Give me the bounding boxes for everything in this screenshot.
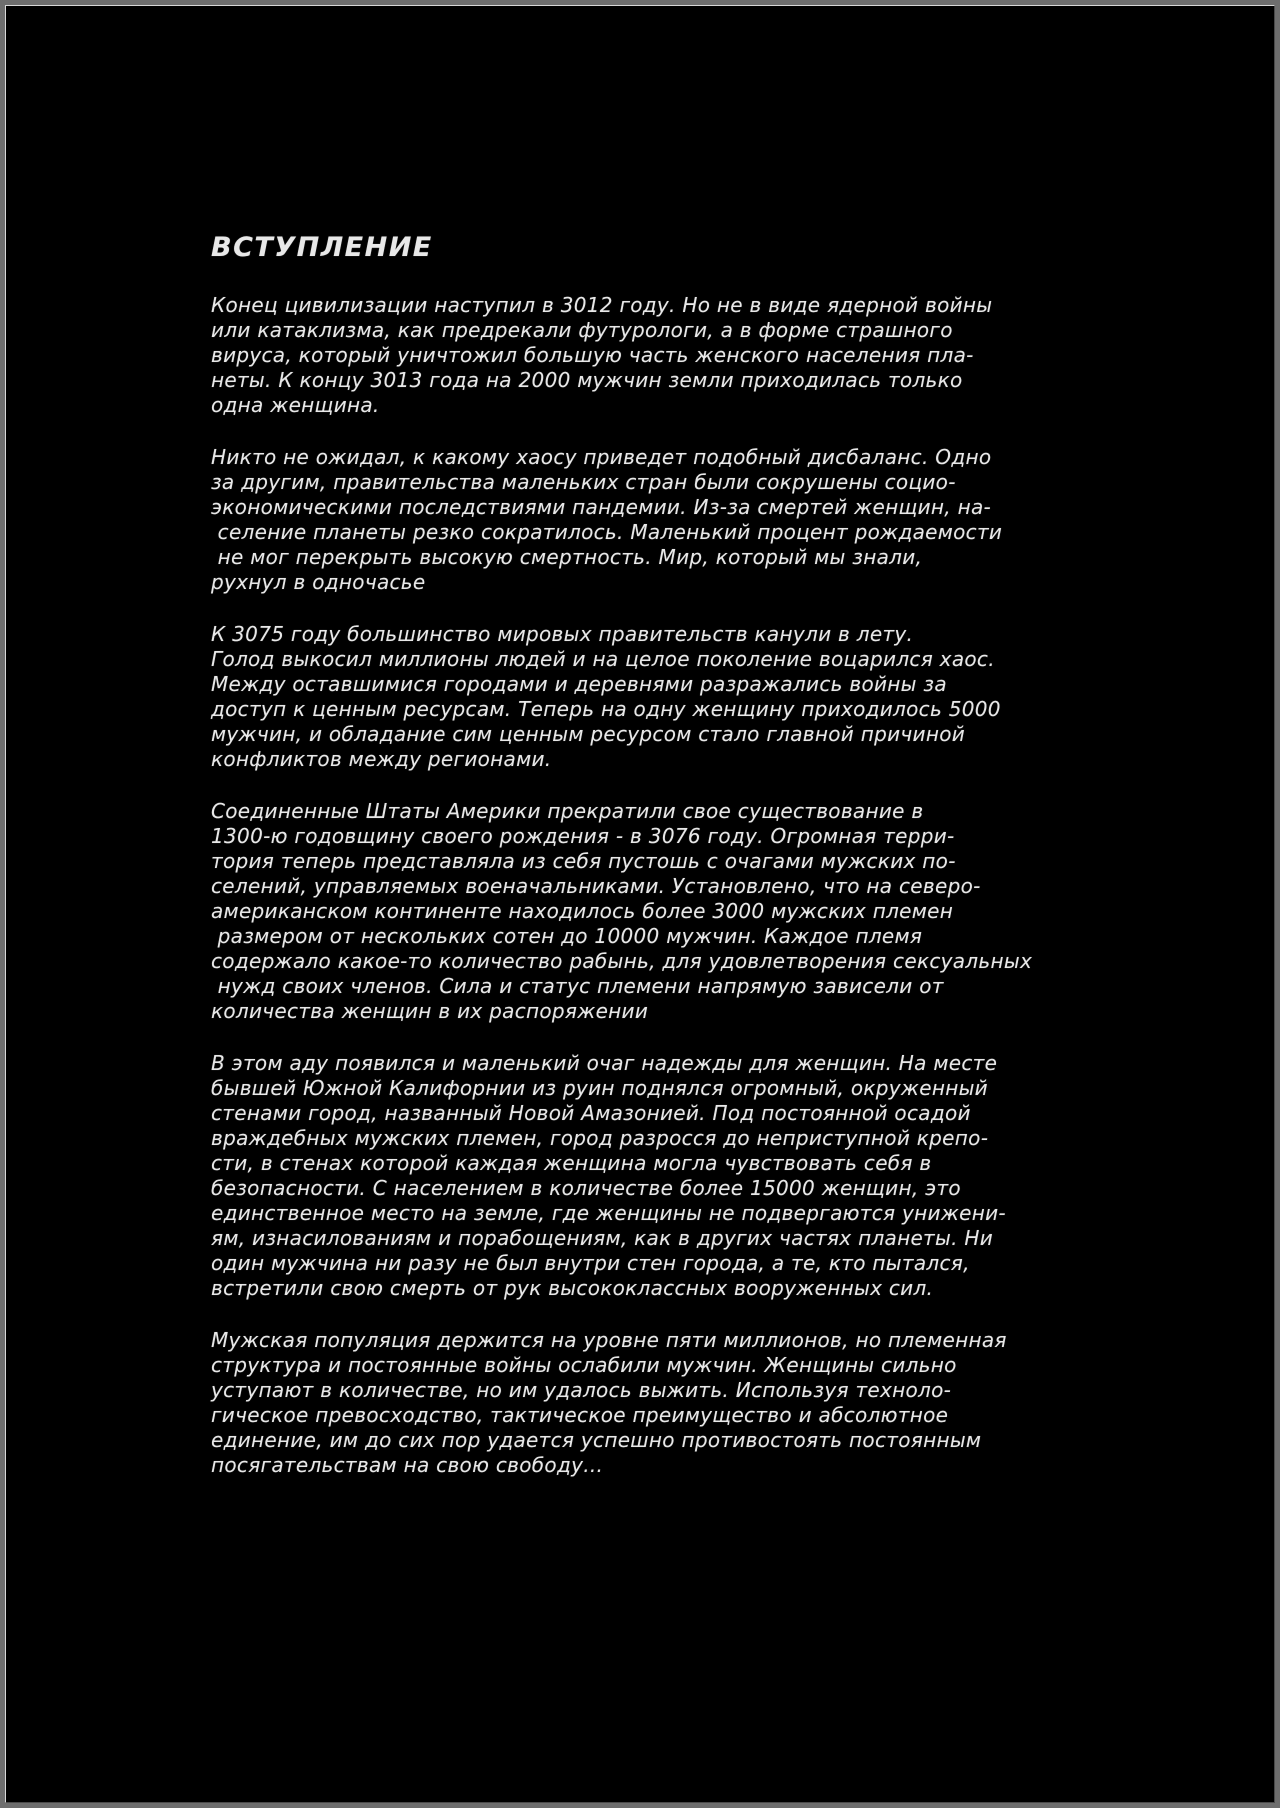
text-line: безопасности. С населением в количестве более 15000 женщин, это [211,1176,961,1200]
text-line: враждебных мужских племен, город разросся до неприступной крепо- [211,1126,989,1150]
text-line: конфликтов между регионами. [211,747,552,771]
text-line: Никто не ожидал, к какому хаосу приведет подобный дисбаланс. Одно [211,445,992,469]
text-line: К 3075 году большинство мировых правительств канули в лету. [211,622,914,646]
paragraph [211,445,1003,595]
paragraph [211,799,1033,1024]
text-line: бывшей Южной Калифорнии из руин поднялся огромный, окруженный [211,1076,988,1100]
text-line: встретили свою смерть от рук высококлассных вооруженных сил. [211,1276,934,1300]
text-line: гическое превосходство, тактическое преимущество и абсолютное [211,1403,949,1427]
text-line: рухнул в одночасье [211,570,426,594]
text-line: одна женщина. [211,393,380,417]
paragraph [211,622,1001,772]
text-line: селений, управляемых военачальниками. Установлено, что на северо- [211,874,981,898]
text-line: Голод выкосил миллионы людей и на целое поколение воцарился хаос. [211,647,995,671]
text-line: Мужская популяция держится на уровне пяти миллионов, но племенная [211,1328,1007,1352]
text-line: селение планеты резко сократилось. Маленький процент рождаемости [211,520,1003,544]
paragraph [211,1328,1007,1478]
text-line: неты. К концу 3013 года на 2000 мужчин земли приходилась только [211,368,963,392]
text-line: размером от нескольких сотен до 10000 мужчин. Каждое племя [211,924,923,948]
text-line: структура и постоянные войны ослабили мужчин. Женщины сильно [211,1353,957,1377]
text-line: сти, в стенах которой каждая женщина могла чувствовать себя в [211,1151,932,1175]
text-line: единственное место на земле, где женщины не подвергаются унижени- [211,1201,1006,1225]
text-line: количества женщин в их распоряжении [211,999,649,1023]
text-line: или катаклизма, как предрекали футурологи, а в форме страшного [211,318,953,342]
text-line: В этом аду появился и маленький очаг надежды для женщин. На месте [211,1051,998,1075]
text-line: экономическими последствиями пандемии. Из-за смертей женщин, на- [211,495,992,519]
text-line: тория теперь представляла из себя пустошь с очагами мужских по- [211,849,956,873]
text-line: посягательствам на свою свободу... [211,1453,604,1477]
text-line: стенами город, названный Новой Амазонией. Под постоянной осадой [211,1101,971,1125]
text-line: Между оставшимися городами и деревнями разражались войны за [211,672,947,696]
intro-section [6,6,1033,1478]
intro-text [211,293,1033,1478]
page-title: ВСТУПЛЕНИЕ [211,232,433,263]
text-line: содержало какое-то количество рабынь, для удовлетворения сексуальных [211,949,1033,973]
text-line: один мужчина ни разу не был внутри стен города, а те, кто пытался, [211,1251,970,1275]
paragraph [211,1051,1006,1301]
text-line: доступ к ценным ресурсам. Теперь на одну женщину приходилось 5000 [211,697,1001,721]
comic-page [5,5,1275,1803]
text-line: единение, им до сих пор удается успешно противостоять постоянным [211,1428,982,1452]
paragraph [211,293,993,418]
text-line: уступают в количестве, но им удалось выжить. Используя техноло- [211,1378,952,1402]
text-line: Конец цивилизации наступил в 3012 году. Но не в виде ядерной войны [211,293,993,317]
text-line: Соединенные Штаты Америки прекратили свое существование в [211,799,924,823]
text-line: американском континенте находилось более 3000 мужских племен [211,899,954,923]
text-line: нужд своих членов. Сила и статус племени напрямую зависели от [211,974,944,998]
text-line: вируса, который уничтожил большую часть женского населения пла- [211,343,974,367]
text-line: ям, изнасилованиям и порабощениям, как в других частях планеты. Ни [211,1226,994,1250]
text-line: 1300-ю годовщину своего рождения - в 3076 году. Огромная терри- [211,824,955,848]
text-line: за другим, правительства маленьких стран были сокрушены социо- [211,470,956,494]
text-line: не мог перекрыть высокую смертность. Мир, который мы знали, [211,545,923,569]
text-line: мужчин, и обладание сим ценным ресурсом стало главной причиной [211,722,966,746]
